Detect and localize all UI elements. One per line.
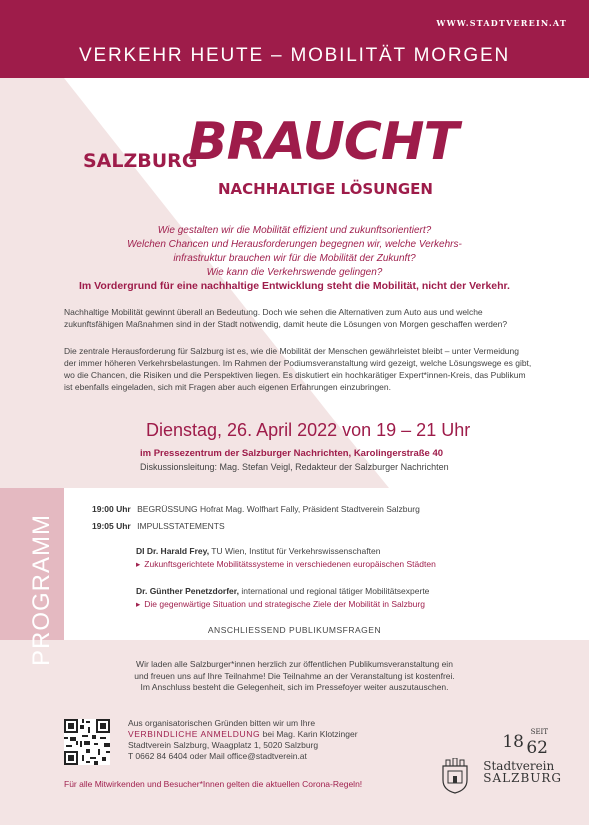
invite-line: Im Anschluss besteht die Gelegenheit, sich im Pressefoyer weiter auszutauschen. bbox=[140, 682, 449, 692]
talk-title: Zukunftsgerichtete Mobilitätssysteme in verschiedenen europäischen Städten bbox=[144, 559, 436, 569]
program-label bbox=[22, 515, 62, 665]
speaker-affiliation: TU Wien, Institut für Verkehrswissenschaften bbox=[211, 546, 381, 556]
paragraph-line: Nachhaltige Mobilität gewinnt überall an Bedeutung. Doch wie sehen die Alternativen zum Auto aus und welche bbox=[64, 307, 483, 317]
speaker-1 bbox=[136, 546, 380, 556]
website-url[interactable]: WWW.STADTVEREIN.AT bbox=[436, 18, 567, 28]
logo-name-line1: Stadtverein bbox=[483, 759, 555, 773]
talk-1 bbox=[136, 559, 436, 570]
intro-paragraph bbox=[64, 306, 534, 330]
logo-name bbox=[483, 760, 562, 784]
stadtverein-logo bbox=[442, 728, 562, 798]
registration-contact: bei Mag. Karin Klotzinger bbox=[262, 729, 358, 739]
questions-block bbox=[0, 224, 589, 280]
talk-title: Die gegenwärtige Situation und strategische Ziele der Mobilität in Salzburg bbox=[144, 599, 425, 609]
program-time: 19:05 Uhr bbox=[92, 521, 131, 531]
tagline: VERKEHR HEUTE – MOBILITÄT MORGEN bbox=[79, 45, 510, 66]
arrow-right-icon: ▸ bbox=[136, 599, 141, 609]
registration-line bbox=[128, 729, 358, 740]
registration-info bbox=[128, 718, 358, 762]
focus-statement: Im Vordergrund für eine nachhaltige Entwicklung steht die Mobilität, nicht der Verkehr. bbox=[79, 280, 510, 292]
question-line: Wie kann die Verkehrswende gelingen? bbox=[206, 267, 383, 278]
logo-year-top: 18 bbox=[502, 732, 524, 752]
program-closing: ANSCHLIESSEND PUBLIKUMSFRAGEN bbox=[207, 625, 382, 635]
paragraph-line: der immer höheren Verkehrsbelastungen. Im Rahmen der Podiumsveranstaltung wird gezeigt, welche Lösungswege es gibt, bbox=[64, 358, 532, 368]
logo-year-bottom: 62 bbox=[526, 738, 548, 758]
headline-nachhaltige: NACHHALTIGE LÖSUNGEN bbox=[218, 180, 433, 198]
logo-name-line2: SALZBURG bbox=[483, 771, 562, 785]
program-time: 19:00 Uhr bbox=[92, 504, 131, 514]
challenge-paragraph bbox=[64, 345, 534, 393]
program-title: IMPULSSTATEMENTS bbox=[137, 521, 225, 531]
question-line: infrastruktur brauchen wir für die Mobilität der Zukunft? bbox=[173, 253, 416, 264]
city-crest-icon bbox=[442, 758, 468, 794]
program-item bbox=[92, 521, 225, 531]
headline-salzburg: SALZBURG bbox=[83, 150, 198, 172]
registration-highlight: VERBINDLICHE ANMELDUNG bbox=[128, 729, 261, 739]
invite-line: und freuen uns auf Ihre Teilnahme! Die Teilnahme an der Veranstaltung ist kostenfrei. bbox=[134, 670, 455, 681]
corona-notice: Für alle Mitwirkenden und Besucher*Innen gelten die aktuellen Corona-Regeln! bbox=[64, 779, 363, 789]
registration-address: Stadtverein Salzburg, Waagplatz 1, 5020 Salzburg bbox=[128, 740, 319, 750]
speaker-name: Dr. Günther Penetzdorfer, bbox=[136, 586, 239, 596]
event-moderation: Diskussionsleitung: Mag. Stefan Veigl, Redakteur der Salzburger Nachrichten bbox=[140, 462, 449, 472]
program-item bbox=[92, 504, 420, 514]
invitation-text bbox=[0, 659, 589, 694]
question-line: Wie gestalten wir die Mobilität effizient und zukunftsorientiert? bbox=[157, 225, 432, 236]
logo-seit: SEIT bbox=[530, 728, 548, 736]
arrow-right-icon: ▸ bbox=[136, 559, 141, 569]
question-line: Welchen Chancen und Herausforderungen begegnen wir, welche Verkehrs- bbox=[127, 239, 462, 250]
paragraph-line: Die zentrale Herausforderung für Salzburg ist es, wie die Mobilität der Menschen gewährleistet bleibt – unter Vermeidung bbox=[64, 346, 519, 356]
headline-braucht: BRAUCHT bbox=[188, 112, 458, 172]
speaker-affiliation: international und regional tätiger Mobilitätsexperte bbox=[241, 586, 430, 596]
talk-2 bbox=[136, 599, 425, 610]
speaker-name: DI Dr. Harald Frey, bbox=[136, 546, 210, 556]
registration-phone-mail[interactable]: T 0662 84 6404 oder Mail office@stadtverein.at bbox=[128, 751, 307, 761]
program-title: BEGRÜSSUNG bbox=[137, 504, 198, 514]
program-label-text: PROGRAMM bbox=[28, 514, 55, 666]
invite-line: Wir laden alle Salzburger*innen herzlich zur öffentlichen Publikumsveranstaltung ein bbox=[136, 659, 453, 669]
paragraph-line: ist ebenfalls eingeladen, sich mit Fragen aber auch eigenen Erfahrungen einzubringen. bbox=[64, 382, 391, 392]
qr-code-icon[interactable] bbox=[64, 719, 110, 765]
program-text: Hofrat Mag. Wolfhart Fally, Präsident Stadtverein Salzburg bbox=[199, 504, 420, 514]
speaker-2 bbox=[136, 586, 429, 596]
event-date: Dienstag, 26. April 2022 von 19 – 21 Uhr bbox=[146, 420, 471, 440]
paragraph-line: wo die Chancen, die Risiken und die Perspektiven liegen. Es diskutiert ein hochkarätiger Expert*innen-Kreis, das Publikum bbox=[64, 370, 526, 380]
registration-line: Aus organisatorischen Gründen bitten wir um Ihre bbox=[128, 718, 316, 728]
paragraph-line: zukunftsfähigen Maßnahmen sind in der Stadt notwendig, damit heute die Lösungen von Morgen geschaffen werden? bbox=[64, 319, 508, 329]
event-venue: im Pressezentrum der Salzburger Nachrichten, Karolingerstraße 40 bbox=[140, 448, 444, 459]
